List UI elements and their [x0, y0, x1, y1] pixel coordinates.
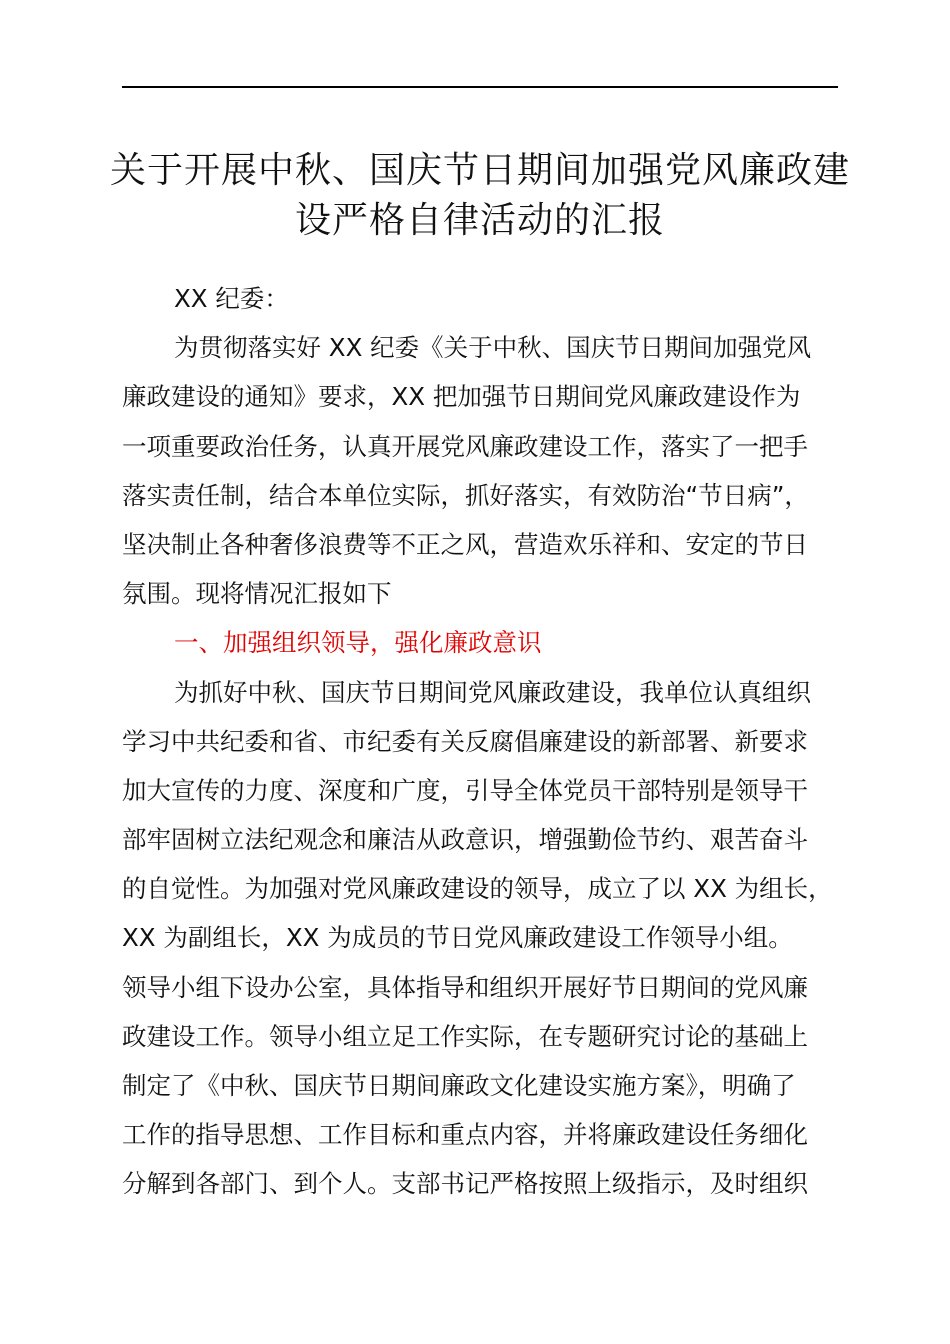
paragraph-line: 廉政建设的通知》要求，XX 把加强节日期间党风廉政建设作为 [122, 382, 801, 412]
paragraph-line: 加大宣传的力度、深度和广度，引导全体党员干部特别是领导干 [122, 775, 808, 805]
paragraph-line: 氛围。现将情况汇报如下 [122, 579, 392, 609]
section-heading: 一、加强组织领导，强化廉政意识 [174, 628, 542, 658]
salutation: XX 纪委： [174, 284, 289, 313]
paragraph-line: 政建设工作。领导小组立足工作实际，在专题研究讨论的基础上 [122, 1021, 808, 1051]
paragraph-line: 部牢固树立法纪观念和廉洁从政意识，增强勤俭节约、艰苦奋斗 [122, 825, 808, 855]
paragraph-line: 工作的指导思想、工作目标和重点内容，并将廉政建设任务细化 [122, 1120, 808, 1150]
paragraph-line: 领导小组下设办公室，具体指导和组织开展好节日期间的党风廉 [122, 972, 808, 1002]
paragraph-line: XX 为副组长，XX 为成员的节日党风廉政建设工作领导小组。 [122, 923, 793, 953]
paragraph-line: 制定了《中秋、国庆节日期间廉政文化建设实施方案》，明确了 [122, 1071, 796, 1100]
document-title [100, 146, 860, 246]
paragraph-line: 为贯彻落实好 XX 纪委《关于中秋、国庆节日期间加强党风 [174, 333, 812, 363]
paragraph-line: 学习中共纪委和省、市纪委有关反腐倡廉建设的新部署、新要求 [122, 726, 808, 756]
header-rule [122, 86, 838, 88]
title-line: 设严格自律活动的汇报 [294, 200, 665, 241]
paragraph-line: 落实责任制，结合本单位实际，抓好落实，有效防治“节日病”， [122, 480, 809, 510]
paragraph-line: 分解到各部门、到个人。支部书记严格按照上级指示，及时组织 [122, 1169, 808, 1199]
document-body [122, 274, 840, 1209]
paragraph-line: 一项重要政治任务，认真开展党风廉政建设工作，落实了一把手 [122, 431, 808, 461]
paragraph-line: 为抓好中秋、国庆节日期间党风廉政建设，我单位认真组织 [174, 677, 811, 707]
paragraph-line: 坚决制止各种奢侈浪费等不正之风，营造欢乐祥和、安定的节日 [122, 529, 808, 559]
title-line: 关于开展中秋、国庆节日期间加强党风廉政建 [109, 150, 850, 191]
paragraph-line: 的自觉性。为加强对党风廉政建设的领导，成立了以 XX 为组长， [122, 874, 833, 904]
